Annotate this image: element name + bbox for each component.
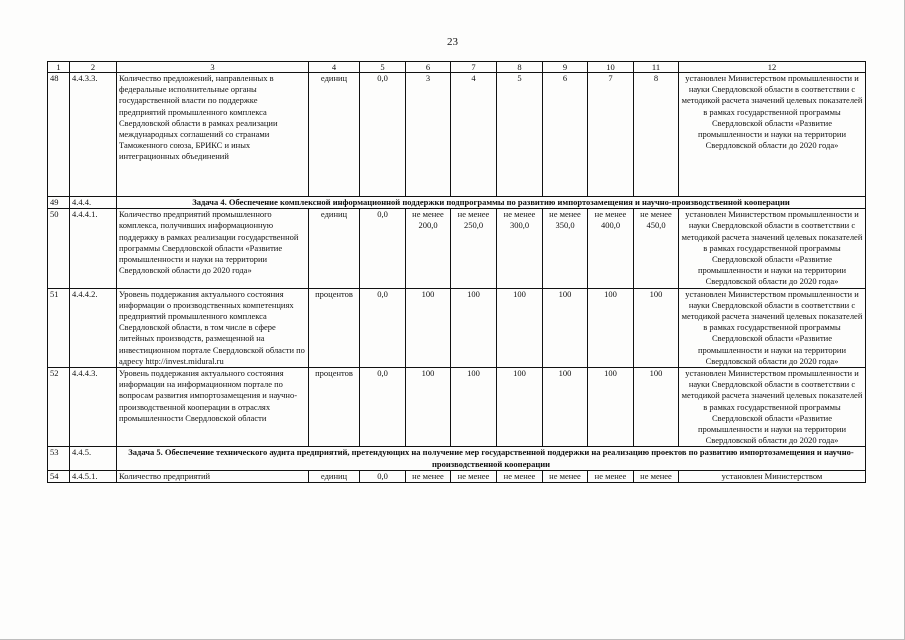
- target-value: 100: [543, 368, 588, 447]
- task-title: Задача 5. Обеспечение технического аудита предприятий, претендующих на получение мер государственной поддержки на реализацию проектов по развитию импортозамещения и научно-производственной кооперации: [117, 447, 866, 470]
- target-value: 4: [451, 73, 497, 197]
- target-value: 5: [497, 73, 543, 197]
- col-header: 12: [679, 62, 866, 73]
- row-code: 4.4.5.1.: [70, 470, 117, 482]
- target-value: 350,0: [555, 220, 575, 231]
- target-prefix: не менее: [503, 209, 536, 220]
- target-cell: [451, 209, 497, 288]
- table-row: [48, 368, 866, 447]
- row-number: 48: [48, 73, 70, 197]
- unit: единиц: [309, 73, 360, 197]
- target-prefix: не менее: [640, 209, 672, 220]
- table-row: [48, 73, 866, 197]
- target-value: 400,0: [600, 220, 621, 231]
- row-number: 52: [48, 368, 70, 447]
- target-value: 300,0: [509, 220, 530, 231]
- target-cell: [406, 209, 451, 288]
- target-value: 450,0: [646, 220, 666, 231]
- target-prefix: не менее: [451, 470, 497, 482]
- target-value: 100: [543, 288, 588, 367]
- row-number: 50: [48, 209, 70, 288]
- target-value: 100: [451, 288, 497, 367]
- row-number: 54: [48, 470, 70, 482]
- col-header: 11: [634, 62, 679, 73]
- target-cell: [634, 209, 679, 288]
- target-prefix: не менее: [406, 470, 451, 482]
- indicator-name: Уровень поддержания актуального состояния информации на информационном портале по вопросам развития импортозамещения и научно-производственной кооперации в отраслях промышленности Свердловской области: [117, 368, 309, 447]
- responsible-note: установлен Министерством промышленности и науки Свердловской области в соответствии с методикой расчета значений целевых показателей в рамках государственной программы Свердловской области «Развитие промышленности и науки на территории Свердловской области до 2020 года»: [679, 288, 866, 367]
- indicators-table: [47, 61, 866, 483]
- responsible-note: установлен Министерством промышленности и науки Свердловской области в соответствии с методикой расчета значений целевых показателей в рамках государственной программы Свердловской области «Развитие промышленности и науки на территории Свердловской области до 2020 года»: [679, 73, 866, 197]
- target-value: 100: [588, 368, 634, 447]
- unit: процентов: [309, 288, 360, 367]
- base-value: 0,0: [360, 368, 406, 447]
- target-prefix: не менее: [549, 209, 581, 220]
- row-code: 4.4.3.3.: [70, 73, 117, 197]
- col-header: 2: [70, 62, 117, 73]
- target-value: 100: [406, 368, 451, 447]
- base-value: 0,0: [360, 73, 406, 197]
- table-row: [48, 470, 866, 482]
- target-cell: [543, 209, 588, 288]
- target-prefix: не менее: [457, 209, 490, 220]
- target-value: 100: [634, 288, 679, 367]
- target-value: 100: [634, 368, 679, 447]
- row-code: 4.4.4.1.: [70, 209, 117, 288]
- task-row: [48, 447, 866, 470]
- base-value: 0,0: [360, 288, 406, 367]
- base-value: 0,0: [360, 470, 406, 482]
- indicator-name: Количество предложений, направленных в федеральные исполнительные органы государственной власти по поддержке предприятий промышленного комплекса Свердловской области в рамках реализации международных соглашений со странами Таможенного союза, БРИКС и иных интеграционных объединений: [117, 73, 309, 197]
- target-value: 100: [497, 368, 543, 447]
- col-header: 9: [543, 62, 588, 73]
- target-value: 8: [634, 73, 679, 197]
- target-prefix: не менее: [588, 470, 634, 482]
- target-value: 6: [543, 73, 588, 197]
- row-number: 51: [48, 288, 70, 367]
- responsible-note: установлен Министерством промышленности и науки Свердловской области в соответствии с методикой расчета значений целевых показателей в рамках государственной программы Свердловской области «Развитие промышленности и науки на территории Свердловской области до 2020 года»: [679, 209, 866, 288]
- row-code: 4.4.5.: [70, 447, 117, 470]
- col-header: 10: [588, 62, 634, 73]
- responsible-note: установлен Министерством: [679, 470, 866, 482]
- table-row: [48, 209, 866, 288]
- col-header: 7: [451, 62, 497, 73]
- target-value: 200,0: [418, 220, 438, 231]
- responsible-note: установлен Министерством промышленности и науки Свердловской области в соответствии с методикой расчета значений целевых показателей в рамках государственной программы Свердловской области «Развитие промышленности и науки на территории Свердловской области до 2020 года»: [679, 368, 866, 447]
- indicator-name: Уровень поддержания актуального состояния информации о производственных компетенциях предприятий промышленного комплекса Свердловской области, в том числе в сфере литейных производств, размещенной на инвестиционном портале Свердловской области по адресу http://invest.midural.ru: [117, 288, 309, 367]
- unit: единиц: [309, 209, 360, 288]
- row-number: 53: [48, 447, 70, 470]
- target-prefix: не менее: [412, 209, 444, 220]
- row-number: 49: [48, 197, 70, 209]
- target-prefix: не менее: [497, 470, 543, 482]
- unit: процентов: [309, 368, 360, 447]
- target-prefix: не менее: [594, 209, 627, 220]
- target-prefix: не менее: [634, 470, 679, 482]
- target-value: 7: [588, 73, 634, 197]
- target-cell: [588, 209, 634, 288]
- target-cell: [497, 209, 543, 288]
- col-header: 4: [309, 62, 360, 73]
- row-code: 4.4.4.3.: [70, 368, 117, 447]
- col-header: 8: [497, 62, 543, 73]
- page-number: 23: [447, 36, 458, 48]
- task-row: [48, 197, 866, 209]
- col-header: 6: [406, 62, 451, 73]
- target-value: 100: [451, 368, 497, 447]
- indicator-name: Количество предприятий: [117, 470, 309, 482]
- col-header: 1: [48, 62, 70, 73]
- table-row: [48, 288, 866, 367]
- target-value: 3: [406, 73, 451, 197]
- row-code: 4.4.4.2.: [70, 288, 117, 367]
- row-code: 4.4.4.: [70, 197, 117, 209]
- indicator-name: Количество предприятий промышленного комплекса, получивших информационную поддержку в рамках реализации государственной программы Свердловской области «Развитие промышленности и науки на территории Свердловской области до 2020 года»: [117, 209, 309, 288]
- unit: единиц: [309, 470, 360, 482]
- task-title: Задача 4. Обеспечение комплексной информационной поддержки подпрограммы по развитию импортозамещения и научно-производственной кооперации: [117, 197, 866, 209]
- target-value: 100: [497, 288, 543, 367]
- base-value: 0,0: [360, 209, 406, 288]
- col-header: 3: [117, 62, 309, 73]
- target-prefix: не менее: [543, 470, 588, 482]
- target-value: 250,0: [463, 220, 484, 231]
- column-number-row: [48, 62, 866, 73]
- col-header: 5: [360, 62, 406, 73]
- target-value: 100: [588, 288, 634, 367]
- target-value: 100: [406, 288, 451, 367]
